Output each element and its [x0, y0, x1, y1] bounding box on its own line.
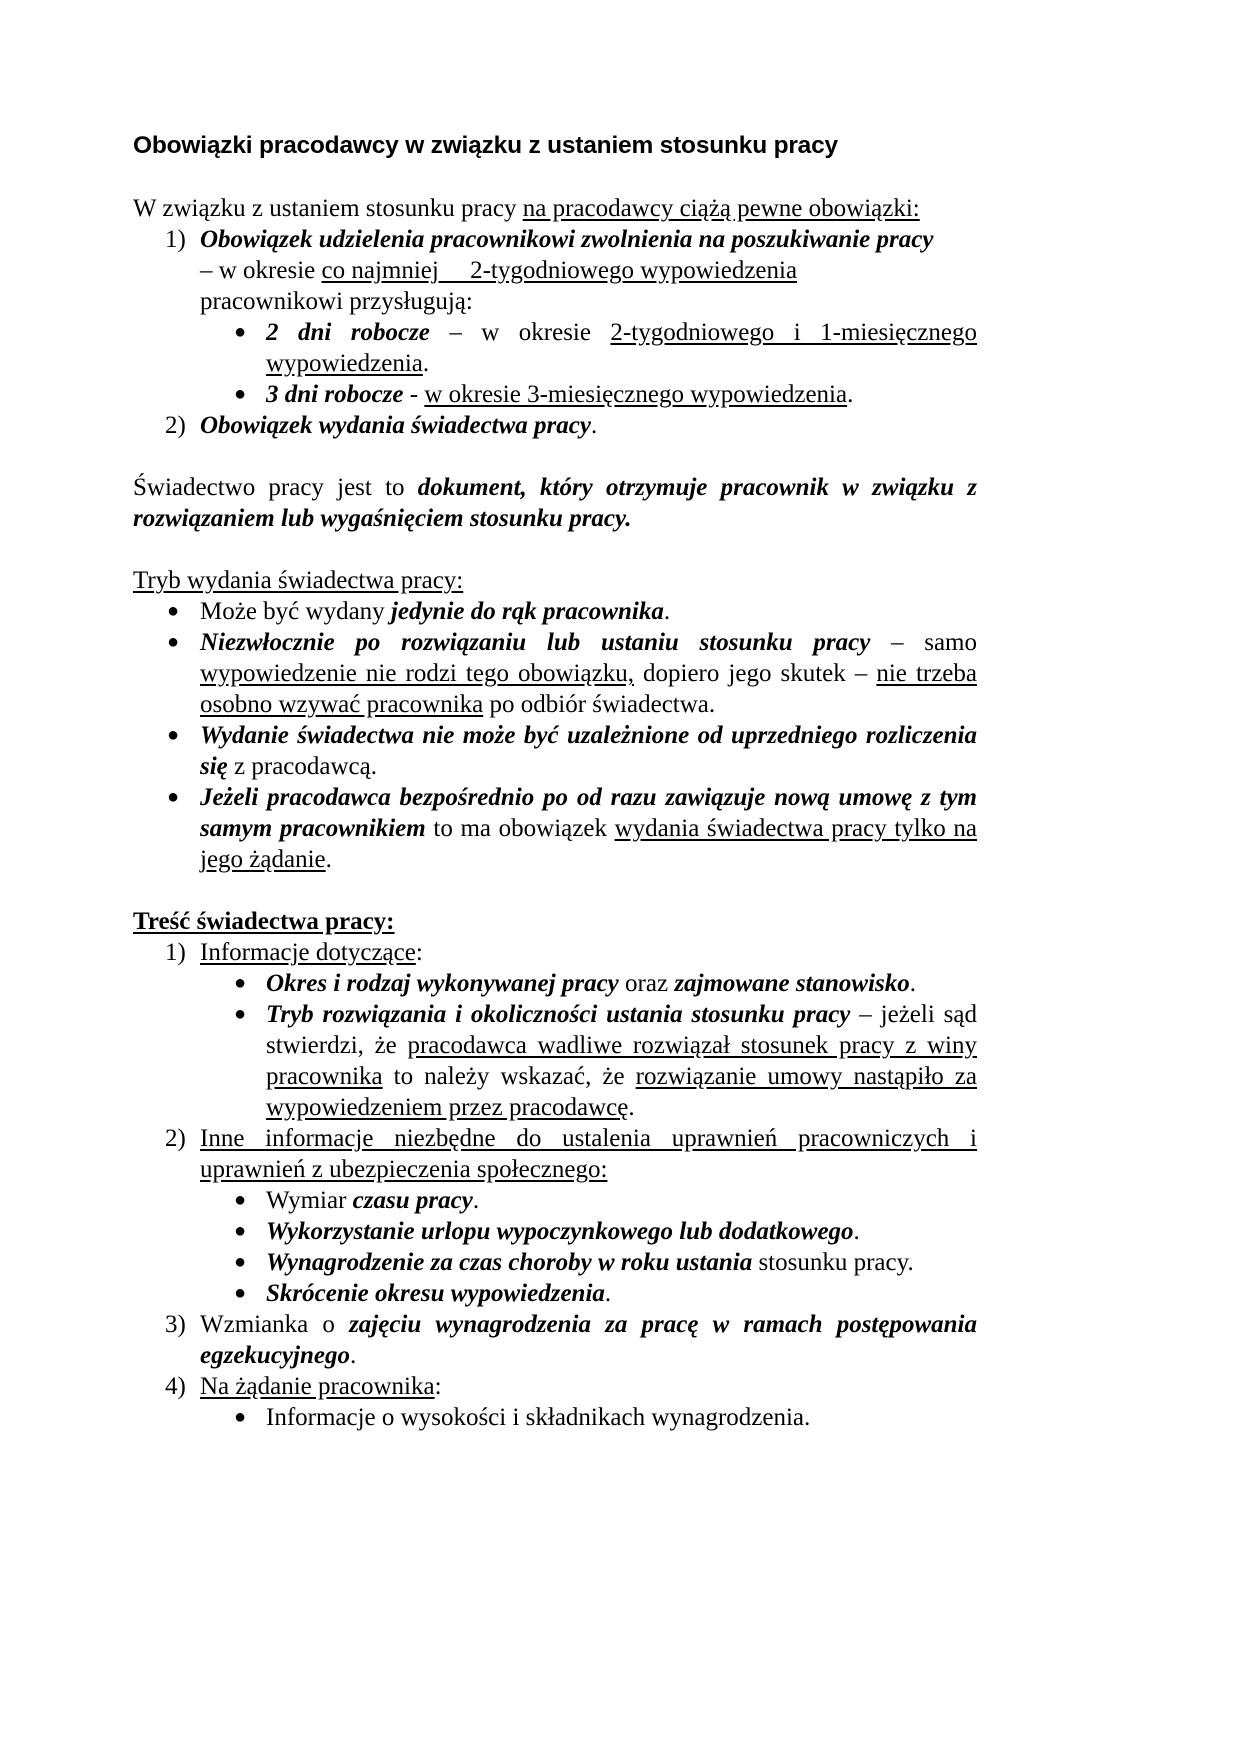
bullet-item — [133, 1247, 977, 1278]
text-run: z pracodawcą. — [227, 753, 377, 780]
blank-line — [133, 441, 977, 472]
bullet-icon: ● — [234, 1003, 247, 1025]
text-run: W związku z ustaniem stosunku pracy — [133, 195, 523, 222]
emphasized-text: czasu pracy — [352, 1187, 473, 1214]
text-run: : — [415, 939, 423, 966]
bullet-item — [133, 627, 977, 720]
text-run: stosunku pracy. — [752, 1249, 914, 1276]
bullet-icon: ● — [234, 972, 247, 994]
text-run: – w okresie — [200, 257, 322, 284]
bullet-item — [133, 317, 977, 379]
list-number: 2) — [165, 412, 186, 439]
text-run: – jeżeli sąd stwierdzi, że — [266, 1001, 977, 1059]
text-run: – samo — [870, 629, 977, 656]
blank-line — [133, 875, 977, 906]
emphasized-text: Obowiązek udzielenia pracownikowi zwolnienia na poszukiwanie pracy — [200, 226, 934, 253]
text-run: . — [604, 1280, 612, 1307]
numbered-item — [133, 410, 977, 441]
bullet-item — [133, 720, 977, 782]
paragraph — [133, 472, 977, 534]
underlined-text: nie trzeba osobno wzywać pracownika — [200, 660, 978, 718]
emphasized-text: 2 dni robocze — [266, 319, 430, 346]
bullet-icon: ● — [167, 724, 180, 746]
numbered-item — [133, 1309, 977, 1371]
blank-line — [133, 534, 977, 565]
underlined-text: 2-tygodniowego i 1-miesięcznego wypowiedzenia — [266, 319, 977, 377]
text-run: . — [663, 598, 671, 625]
emphasized-text: Obowiązek wydania świadectwa pracy — [200, 412, 591, 439]
emphasized-text: Skrócenie okresu wypowiedzenia — [266, 1280, 605, 1307]
emphasized-text: dokument, który otrzymuje pracownik w związku z rozwiązaniem lub wygaśnięciem stosunku pracy. — [133, 474, 977, 532]
bullet-icon: ● — [234, 1251, 247, 1273]
text-run: pracownikowi przysługują: — [200, 288, 473, 315]
bullet-icon: ● — [234, 1220, 247, 1242]
bullet-icon: ● — [167, 600, 180, 622]
text-run: . — [422, 350, 430, 377]
text-run: Wzmianka o — [200, 1311, 350, 1338]
emphasized-text: jedynie do rąk pracownika — [390, 598, 664, 625]
paragraph — [133, 565, 977, 596]
text-run: po odbiór świadectwa. — [483, 691, 716, 718]
bullet-icon: ● — [234, 383, 247, 405]
numbered-item — [133, 224, 977, 317]
bullet-item — [133, 1402, 977, 1433]
text-run: dopiero jego skutek – — [633, 660, 877, 687]
numbered-item — [133, 937, 977, 968]
emphasized-text: Jeżeli pracodawca bezpośrednio po od razu zawiązuje nową umowę z tym samym pracownikiem — [200, 784, 977, 842]
bullet-icon: ● — [234, 1406, 247, 1428]
bullet-item — [133, 999, 977, 1123]
bullet-item — [133, 1278, 977, 1309]
emphasized-text: Okres i rodzaj wykonywanej pracy — [266, 970, 619, 997]
text-run: . — [349, 1342, 357, 1369]
underlined-text: Treść świadectwa pracy: — [133, 908, 395, 935]
text-run: - — [403, 381, 425, 408]
underlined-text: pracodawca wadliwe rozwiązał stosunek pracy z winy pracownika — [266, 1032, 977, 1090]
bullet-item — [133, 379, 977, 410]
text-run: to należy wskazać, że — [382, 1063, 636, 1090]
text-run: – w okresie — [429, 319, 611, 346]
numbered-item — [133, 1123, 977, 1185]
bullet-item — [133, 782, 977, 875]
text-run: Może być wydany — [200, 598, 391, 625]
bullet-icon: ● — [167, 631, 180, 653]
numbered-item — [133, 1371, 977, 1402]
underlined-text: Tryb wydania świadectwa pracy: — [133, 567, 464, 594]
underlined-text: Informacje dotyczące — [200, 939, 416, 966]
text-run: Informacje o wysokości i składnikach wynagrodzenia. — [266, 1404, 811, 1431]
underlined-text: Inne informacje niezbędne do ustalenia uprawnień pracowniczych i uprawnień z ubezpieczenia społecznego: — [200, 1125, 977, 1183]
emphasized-text: zajmowane stanowisko — [674, 970, 910, 997]
bullet-icon: ● — [234, 321, 247, 343]
emphasized-text: Tryb rozwiązania i okoliczności ustania stosunku pracy — [266, 1001, 851, 1028]
text-run: . — [325, 846, 332, 873]
emphasized-text: Wynagrodzenie za czas choroby w roku ustania — [266, 1249, 753, 1276]
underlined-text: rozwiązanie umowy nastąpiło za wypowiedzeniem przez pracodawcę — [266, 1063, 977, 1121]
text-run: oraz — [618, 970, 675, 997]
paragraph — [133, 193, 977, 224]
underlined-text: wydania świadectwa pracy tylko na jego żądanie — [200, 815, 978, 873]
bullet-icon: ● — [234, 1282, 247, 1304]
text-run: . — [472, 1187, 480, 1214]
text-run: . — [847, 381, 854, 408]
emphasized-text: Niezwłocznie po rozwiązaniu lub ustaniu stosunku pracy — [200, 629, 871, 656]
emphasized-text: zajęciu wynagrodzenia za pracę w ramach postępowania egzekucyjnego — [200, 1311, 977, 1369]
text-run: Świadectwo pracy jest to — [133, 474, 418, 501]
list-number: 2) — [165, 1125, 186, 1152]
text-run: . — [590, 412, 598, 439]
list-number: 4) — [165, 1373, 186, 1400]
list-number: 3) — [165, 1311, 186, 1338]
emphasized-text: Wydanie świadectwa nie może być uzależnione od uprzedniego rozliczenia się — [200, 722, 977, 780]
bullet-icon: ● — [167, 786, 180, 808]
bullet-item — [133, 1185, 977, 1216]
document-body — [133, 193, 977, 1433]
bullet-item — [133, 596, 977, 627]
text-run: Wymiar — [266, 1187, 353, 1214]
list-number: 1) — [165, 226, 186, 253]
emphasized-text: 3 dni robocze — [266, 381, 404, 408]
bullet-item — [133, 968, 977, 999]
bullet-icon: ● — [234, 1189, 247, 1211]
underlined-text: co najmniej 2-tygodniowego wypowiedzenia — [321, 257, 798, 284]
underlined-text: w okresie 3-miesięcznego wypowiedzenia — [424, 381, 848, 408]
text-run: . — [909, 970, 917, 997]
text-run: . — [853, 1218, 860, 1245]
underlined-text: na pracodawcy ciążą pewne obowiązki: — [522, 195, 920, 222]
text-run: to ma obowiązek — [425, 815, 615, 842]
underlined-text: wypowiedzenie nie rodzi tego obowiązku, — [200, 660, 634, 687]
text-run: : — [434, 1373, 442, 1400]
bullet-item — [133, 1216, 977, 1247]
underlined-text: Na żądanie pracownika — [200, 1373, 435, 1400]
paragraph — [133, 906, 977, 937]
document-title: Obowiązki pracodawcy w związku z ustaniem stosunku pracy — [133, 132, 838, 159]
text-run: . — [628, 1094, 635, 1121]
emphasized-text: Wykorzystanie urlopu wypoczynkowego lub dodatkowego — [266, 1218, 854, 1245]
list-number: 1) — [165, 939, 186, 966]
